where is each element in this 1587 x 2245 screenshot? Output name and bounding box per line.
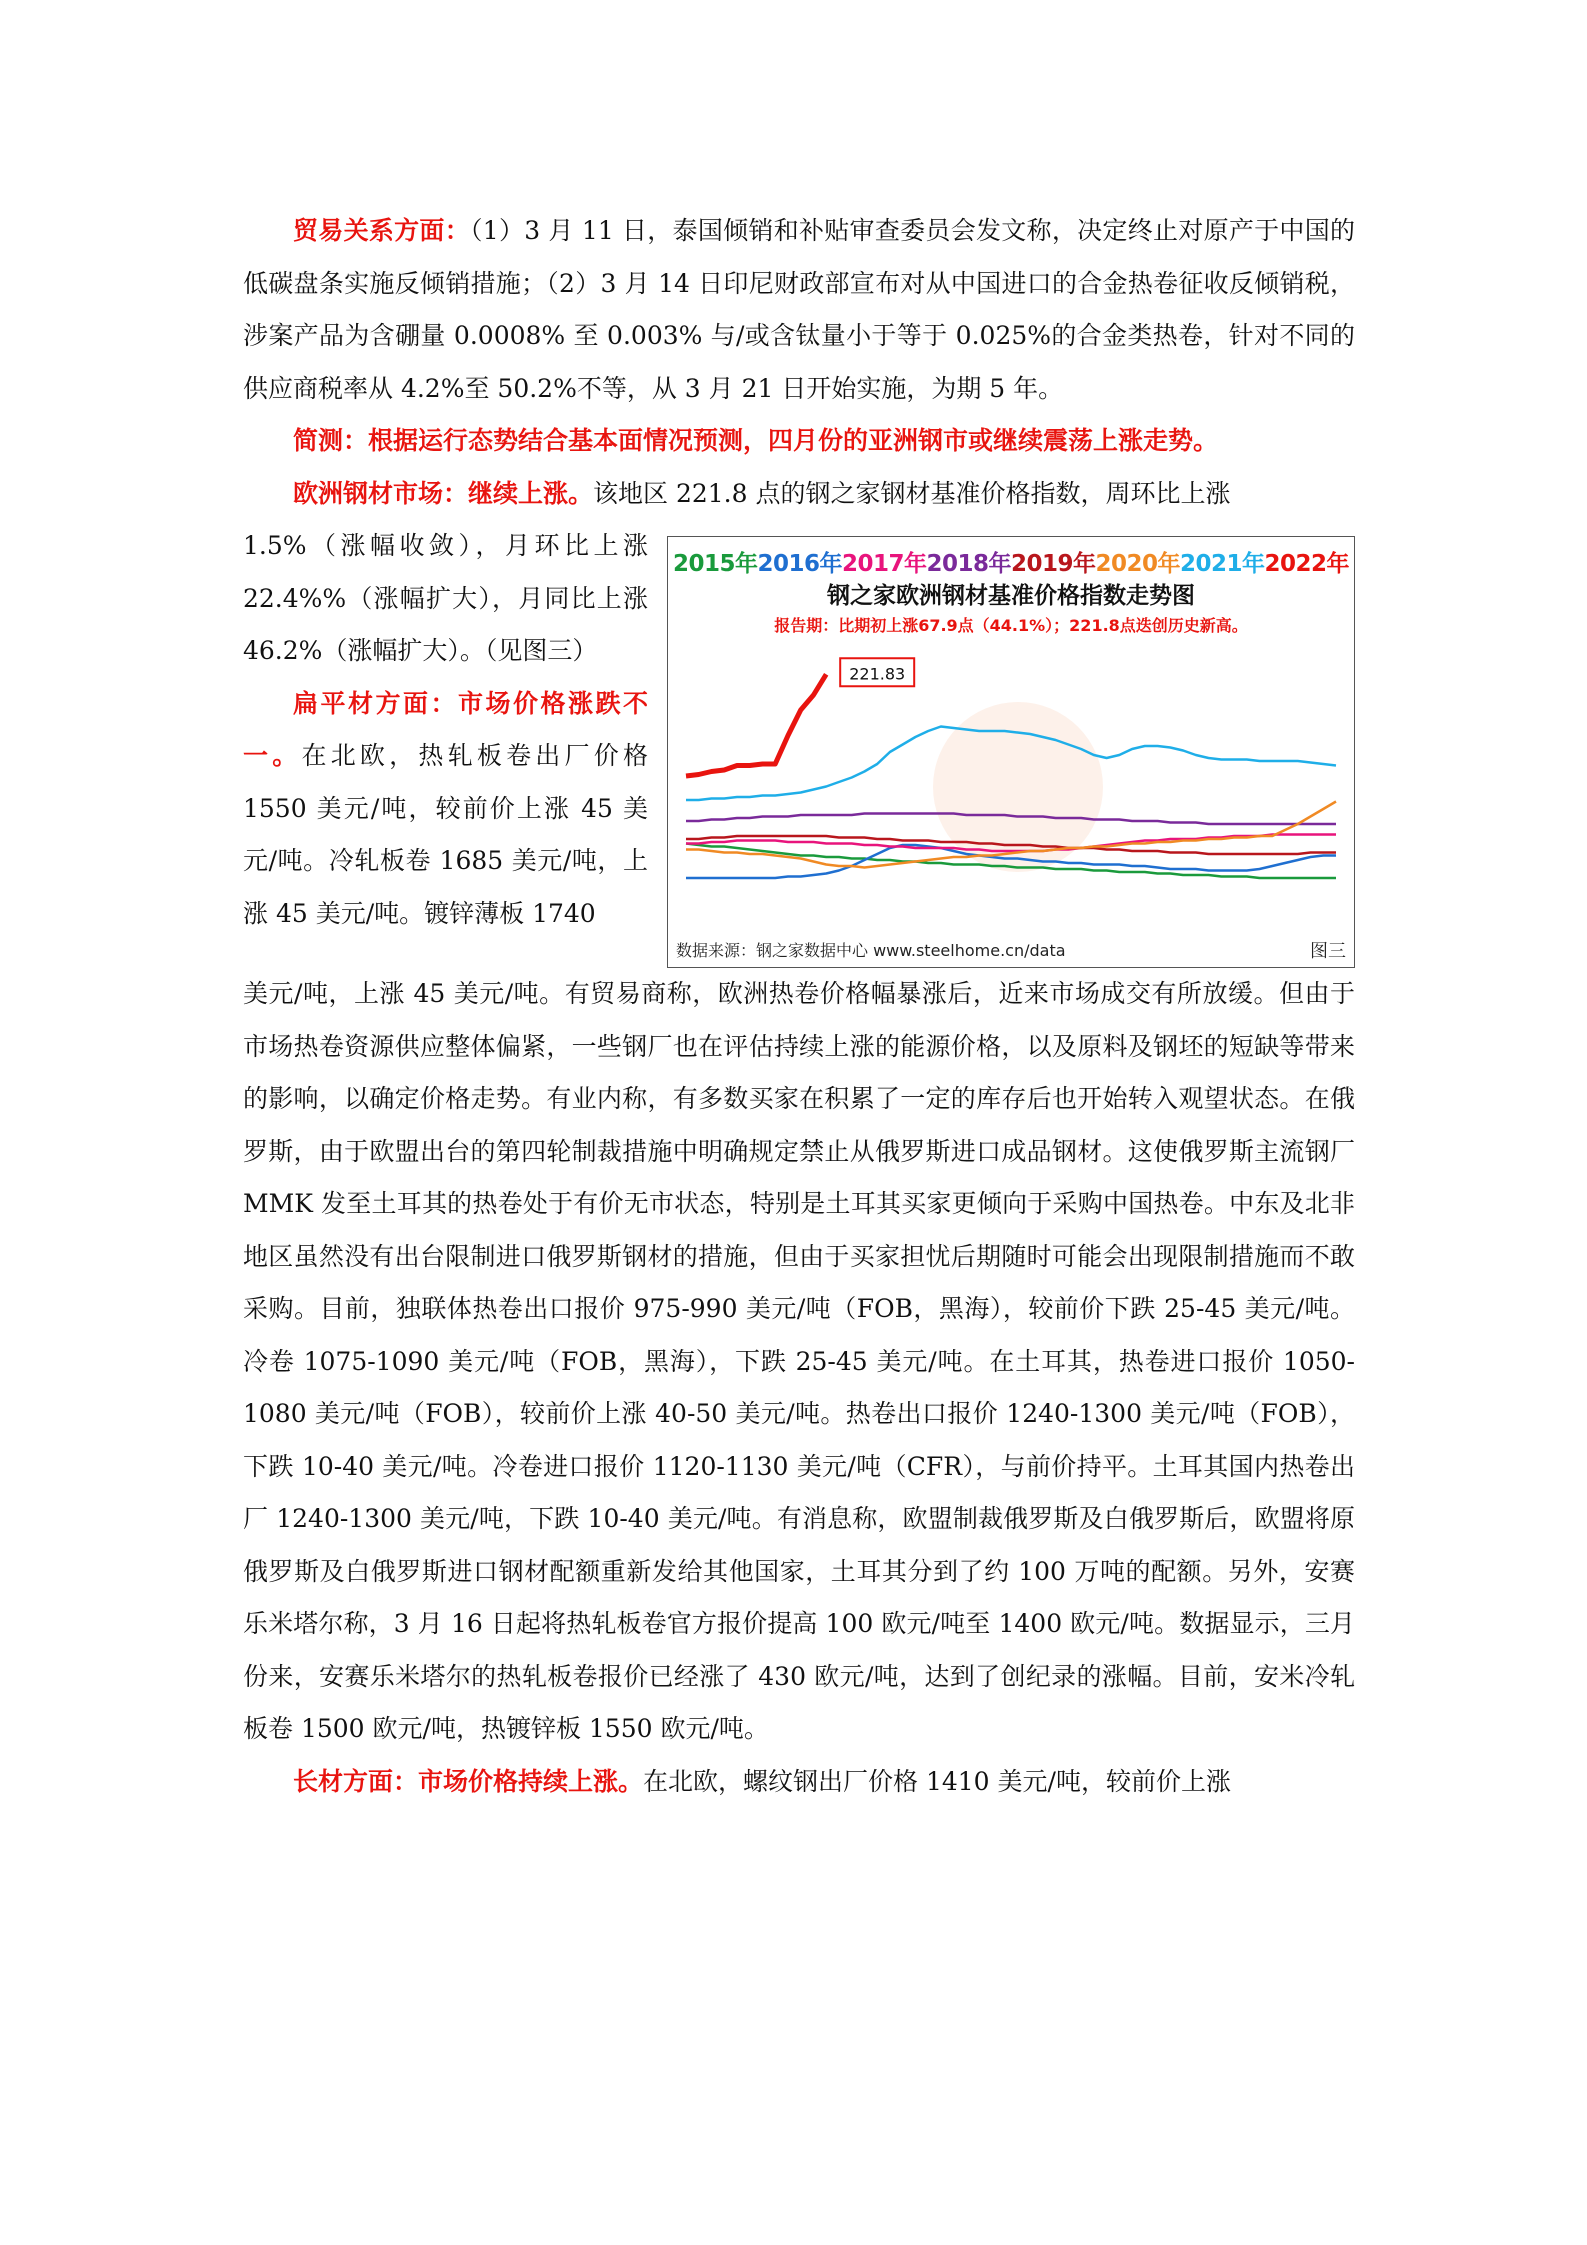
annotation-label: 221.83 xyxy=(849,664,906,684)
figure-three xyxy=(667,536,1355,968)
figure-label: 图三 xyxy=(1310,941,1346,962)
chart-source: 数据来源：钢之家数据中心 www.steelhome.cn/data xyxy=(676,941,1066,960)
wrap-text xyxy=(243,520,648,968)
chart-subtitle: 报告期：比期初上涨67.9点（44.1%）；221.8点迭创历史新高。 xyxy=(774,616,1248,635)
bottom-paragraphs xyxy=(243,968,1355,1808)
text-flat: 在北欧，热轧板卷出厂价格 1550 美元/吨，较前价上涨 45 美元/吨。冷轧板卷 1685 美元/吨，上涨 45 美元/吨。镀锌薄板 1740 xyxy=(243,741,648,928)
paragraph-flat xyxy=(243,678,648,941)
legend-entry-2018年: 2018年 xyxy=(926,551,1011,577)
paragraph-europe-cont: 1.5%（涨幅收敛），月环比上涨 22.4%%（涨幅扩大），月同比上涨 46.2%（涨幅扩大）。（见图三） xyxy=(243,531,648,665)
paragraph-trade xyxy=(243,205,1355,415)
text-flat-cont: 美元/吨，上涨 45 美元/吨。有贸易商称，欧洲热卷价格幅暴涨后，近来市场成交有所放缓。但由于市场热卷资源供应整体偏紧，一些钢厂也在评估持续上涨的能源价格，以及原料及钢坯的短缺等带来的影响，以确定价格走势。有业内称，有多数买家在积累了一定的库存后也开始转入观望状态。在俄罗斯，由于欧盟出台的第四轮制裁措施中明确规定禁止从俄罗斯进口成品钢材。这使俄罗斯主流钢厂 MMK 发至土耳其的热卷处于有价无市状态，特别是土耳其买家更倾向于采购中国热卷。中东及北非地区虽然没有出台限制进口俄罗斯钢材的措施，但由于买家担忧后期随时可能会出现限制措施而不敢采购。目前，独联体热卷出口报价 975-990 美元/吨（FOB，黑海），较前价下跌 25-45 美元/吨。冷卷 1075-1090 美元/吨（FOB，黑海），下跌 25-45 美元/吨。在土耳其，热卷进口报价 1050-1080 美元/吨（FOB），较前价上涨 40-50 美元/吨。热卷出口报价 1240-1300 美元/吨（FOB），下跌 10-40 美元/吨。冷卷进口报价 1120-1130 美元/吨（CFR），与前价持平。土耳其国内热卷出厂 1240-1300 美元/吨，下跌 10-40 美元/吨。有消息称，欧盟制裁俄罗斯及白俄罗斯后，欧盟将原俄罗斯及白俄罗斯进口钢材配额重新发给其他国家，土耳其分到了约 100 万吨的配额。另外，安赛乐米塔尔称，3 月 16 日起将热轧板卷官方报价提高 100 欧元/吨至 1400 欧元/吨。数据显示，三月份来，安赛乐米塔尔的热轧板卷报价已经涨了 430 欧元/吨，达到了创纪录的涨幅。目前，安米冷轧板卷 1500 欧元/吨，热镀锌板 1550 欧元/吨。 xyxy=(243,979,1355,1743)
text-europe: 该地区 221.8 点的钢之家钢材基准价格指数，周环比上涨 xyxy=(593,478,1231,508)
heading-long: 长材方面：市场价格持续上涨。 xyxy=(293,1766,644,1796)
text-trade: （1）3 月 11 日，泰国倾销和补贴审查委员会发文称，决定终止对原产于中国的低碳盘条实施反倾销措施；（2）3 月 14 日印尼财政部宣布对从中国进口的合金热卷征收反倾销税，涉案产品为含硼量 0.0008% 至 0.003% 与/或含钛量小于等于 0.025%的合金类热卷，针对不同的供应商税率从 4.2%至 50.2%不等，从 3 月 21 日开始实施，为期 5 年。 xyxy=(243,216,1355,403)
paragraph-long xyxy=(243,1756,1355,1809)
series-line-2022年 xyxy=(686,674,826,776)
legend-entry-2021年: 2021年 xyxy=(1180,551,1265,577)
chart-title: 钢之家欧洲钢材基准价格指数走势图 xyxy=(827,583,1195,609)
legend-entry-2019年: 2019年 xyxy=(1011,551,1096,577)
heading-forecast: 简测：根据运行态势结合基本面情况预测，四月份的亚洲钢市或继续震荡上涨走势。 xyxy=(293,426,1219,455)
heading-flat: 扁平材方面：市场价格涨跌不一。 xyxy=(243,688,648,770)
text-long: 在北欧，螺纹钢出厂价格 1410 美元/吨，较前价上涨 xyxy=(643,1766,1231,1796)
paragraph-europe xyxy=(243,468,1355,521)
top-paragraphs xyxy=(243,205,1355,520)
document-page xyxy=(243,205,1355,1808)
paragraph-forecast xyxy=(243,415,1355,468)
legend-entry-2016年: 2016年 xyxy=(757,551,842,577)
heading-europe: 欧洲钢材市场：继续上涨。 xyxy=(293,478,594,508)
legend-entry-2022年: 2022年 xyxy=(1264,551,1350,577)
legend-years xyxy=(668,545,1354,578)
wrap-section xyxy=(243,520,1355,968)
legend-entry-2020年: 2020年 xyxy=(1095,551,1181,577)
paragraph-flat-cont xyxy=(243,968,1355,1756)
legend-entry-2015年: 2015年 xyxy=(672,551,758,577)
legend-entry-2017年: 2017年 xyxy=(841,551,927,577)
heading-trade: 贸易关系方面： xyxy=(293,216,471,245)
